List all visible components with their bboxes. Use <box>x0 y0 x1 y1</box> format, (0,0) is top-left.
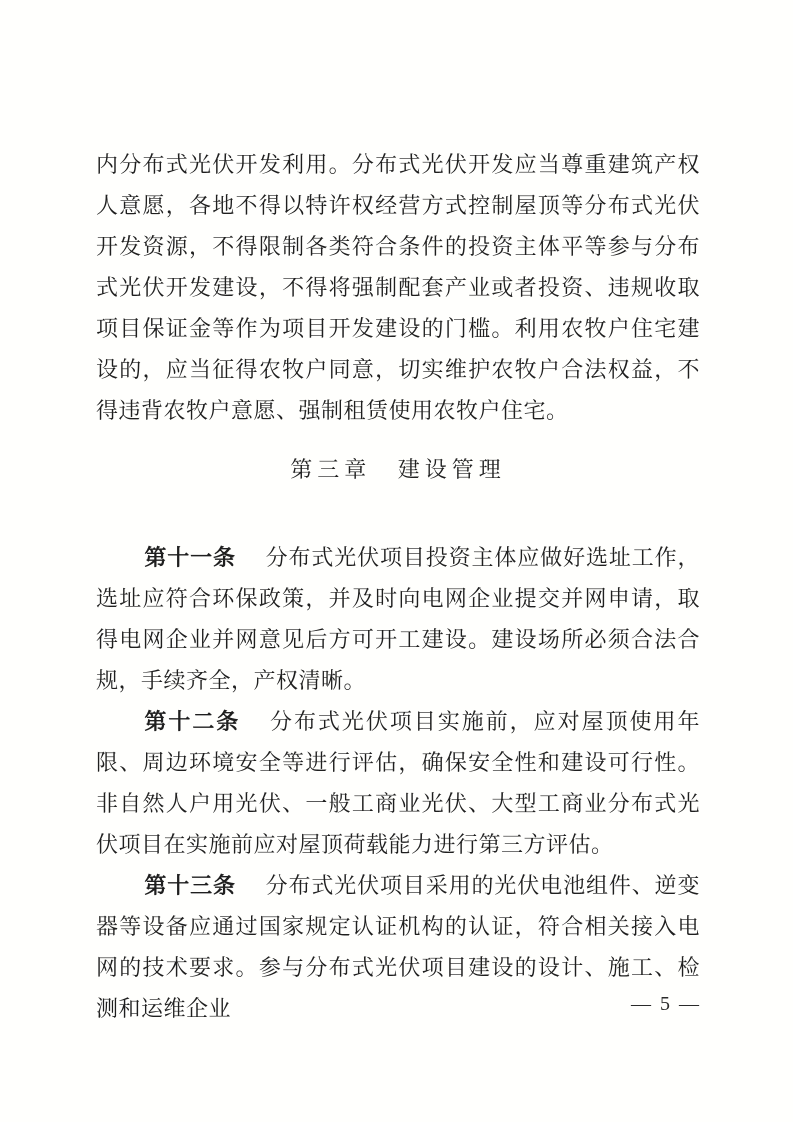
chapter-title: 建设管理 <box>397 457 506 482</box>
article-11-text: 分布式光伏项目投资主体应做好选址工作，选址应符合环保政策，并及时向电网企业提交并网申请，取得电网企业并网意见后方可开工建设。建设场所必须合法合规，手续齐全，产权清晰。 <box>96 545 700 693</box>
article-13-label: 第十三条 <box>144 873 236 898</box>
article-11-label: 第十一条 <box>144 545 236 570</box>
article-12-text: 分布式光伏项目实施前，应对屋顶使用年限、周边环境安全等进行评估，确保安全性和建设可行性。非自然人户用光伏、一般工商业光伏、大型工商业分布式光伏项目在实施前应对屋顶荷载能力进行第三方评估。 <box>96 709 700 857</box>
chapter-heading <box>96 449 700 490</box>
paragraph-continued-from-previous-page: 内分布式光伏开发利用。分布式光伏开发应当尊重建筑产权人意愿，各地不得以特许权经营方式控制屋顶等分布式光伏开发资源，不得限制各类符合条件的投资主体平等参与分布式光伏开发建设，不得将强制配套产业或者投资、违规收取项目保证金等作为项目开发建设的门槛。利用农牧户住宅建设的，应当征得农牧户同意，切实维护农牧户合法权益，不得违背农牧户意愿、强制租赁使用农牧户住宅。 <box>96 152 700 423</box>
article-13 <box>96 865 700 1029</box>
article-12-label: 第十二条 <box>144 709 241 734</box>
article-13-text: 分布式光伏项目采用的光伏电池组件、逆变器等设备应通过国家规定认证机构的认证，符合相关接入电网的技术要求。参与分布式光伏项目建设的设计、施工、检测和运维企业 <box>96 873 700 1021</box>
page-number: — 5 — <box>631 993 701 1015</box>
article-11 <box>96 537 700 701</box>
document-content <box>96 144 700 1029</box>
article-12 <box>96 701 700 865</box>
chapter-number: 第三章 <box>290 457 372 482</box>
